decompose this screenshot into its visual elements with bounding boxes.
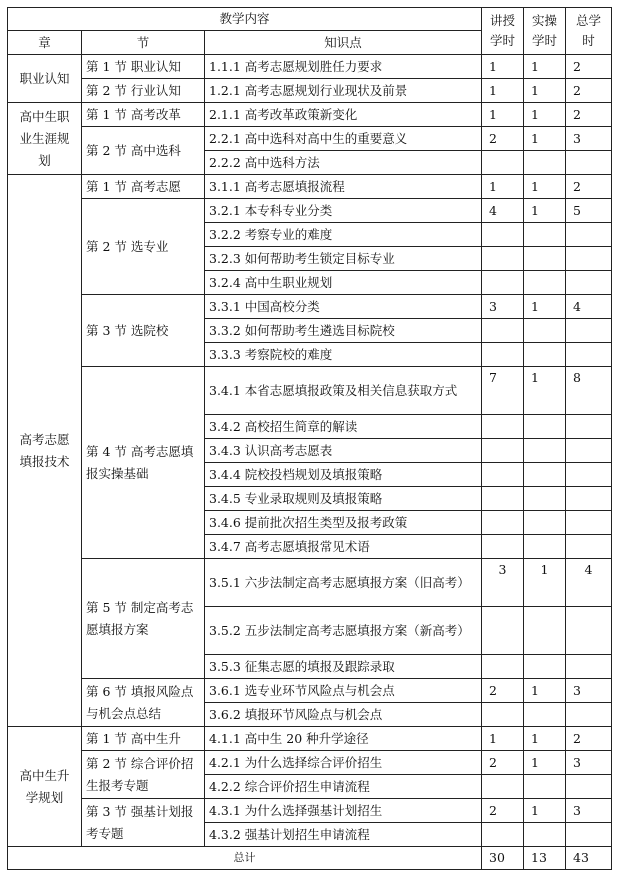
section-cell: 第 2 节 选专业 bbox=[82, 199, 205, 295]
table-row bbox=[8, 799, 612, 823]
chapter-cell: 高中生职业生涯规划 bbox=[8, 103, 82, 175]
knowledge-point: 2.2.1 高中选科对高中生的重要意义 bbox=[205, 127, 482, 151]
knowledge-point: 1.2.1 高考志愿规划行业现状及前景 bbox=[205, 79, 482, 103]
lecture-hours: 3 bbox=[482, 559, 524, 607]
section-cell: 第 5 节 制定高考志愿填报方案 bbox=[82, 559, 205, 679]
lecture-hours bbox=[482, 511, 524, 535]
lecture-hours: 3 bbox=[482, 295, 524, 319]
table-row bbox=[8, 79, 612, 103]
section-cell: 第 2 节 高中选科 bbox=[82, 127, 205, 175]
header-knowledge: 知识点 bbox=[205, 31, 482, 55]
knowledge-point: 3.3.2 如何帮助考生遴选目标院校 bbox=[205, 319, 482, 343]
practice-hours bbox=[524, 463, 566, 487]
chapter-cell: 高中生升学规划 bbox=[8, 727, 82, 847]
chapter-cell: 职业认知 bbox=[8, 55, 82, 103]
knowledge-point: 4.2.1 为什么选择综合评价招生 bbox=[205, 751, 482, 775]
lecture-hours bbox=[482, 247, 524, 271]
practice-hours: 1 bbox=[524, 127, 566, 151]
lecture-hours bbox=[482, 439, 524, 463]
knowledge-point: 4.3.1 为什么选择强基计划招生 bbox=[205, 799, 482, 823]
total-lecture-hours: 30 bbox=[482, 847, 524, 870]
lecture-hours bbox=[482, 703, 524, 727]
lecture-hours bbox=[482, 343, 524, 367]
knowledge-point: 3.5.3 征集志愿的填报及跟踪录取 bbox=[205, 655, 482, 679]
lecture-hours bbox=[482, 223, 524, 247]
knowledge-point: 3.6.2 填报环节风险点与机会点 bbox=[205, 703, 482, 727]
practice-hours: 1 bbox=[524, 199, 566, 223]
lecture-hours: 2 bbox=[482, 799, 524, 823]
chapter-cell: 高考志愿填报技术 bbox=[8, 175, 82, 727]
knowledge-point: 4.2.2 综合评价招生申请流程 bbox=[205, 775, 482, 799]
practice-hours bbox=[524, 511, 566, 535]
knowledge-point: 3.1.1 高考志愿填报流程 bbox=[205, 175, 482, 199]
lecture-hours bbox=[482, 775, 524, 799]
practice-hours bbox=[524, 607, 566, 655]
total-hours bbox=[566, 415, 612, 439]
practice-hours bbox=[524, 775, 566, 799]
practice-hours bbox=[524, 223, 566, 247]
lecture-hours: 1 bbox=[482, 79, 524, 103]
total-hours bbox=[566, 247, 612, 271]
knowledge-point: 3.4.3 认识高考志愿表 bbox=[205, 439, 482, 463]
total-hours bbox=[566, 823, 612, 847]
total-hours: 3 bbox=[566, 799, 612, 823]
lecture-hours bbox=[482, 463, 524, 487]
total-hours: 4 bbox=[566, 559, 612, 607]
lecture-hours bbox=[482, 415, 524, 439]
total-hours: 2 bbox=[566, 79, 612, 103]
lecture-hours: 1 bbox=[482, 103, 524, 127]
total-hours bbox=[566, 463, 612, 487]
total-hours bbox=[566, 607, 612, 655]
practice-hours: 1 bbox=[524, 799, 566, 823]
practice-hours bbox=[524, 703, 566, 727]
table-row bbox=[8, 559, 612, 607]
practice-hours: 1 bbox=[524, 175, 566, 199]
header-total-hours: 总学时 bbox=[566, 8, 612, 55]
practice-hours: 1 bbox=[524, 559, 566, 607]
knowledge-point: 3.3.3 考察院校的难度 bbox=[205, 343, 482, 367]
knowledge-point: 3.4.4 院校投档规划及填报策略 bbox=[205, 463, 482, 487]
total-total-hours: 43 bbox=[566, 847, 612, 870]
lecture-hours: 4 bbox=[482, 199, 524, 223]
practice-hours: 1 bbox=[524, 295, 566, 319]
header-lecture-hours: 讲授学时 bbox=[482, 8, 524, 55]
knowledge-point: 3.2.4 高中生职业规划 bbox=[205, 271, 482, 295]
total-hours: 2 bbox=[566, 103, 612, 127]
total-hours: 2 bbox=[566, 55, 612, 79]
lecture-hours: 2 bbox=[482, 127, 524, 151]
table-row bbox=[8, 367, 612, 415]
knowledge-point: 2.2.2 高中选科方法 bbox=[205, 151, 482, 175]
practice-hours bbox=[524, 271, 566, 295]
total-hours bbox=[566, 655, 612, 679]
total-hours bbox=[566, 319, 612, 343]
knowledge-point: 4.1.1 高中生 20 种升学途径 bbox=[205, 727, 482, 751]
lecture-hours bbox=[482, 823, 524, 847]
lecture-hours: 7 bbox=[482, 367, 524, 415]
total-hours: 3 bbox=[566, 751, 612, 775]
table-row bbox=[8, 103, 612, 127]
lecture-hours: 1 bbox=[482, 55, 524, 79]
practice-hours bbox=[524, 319, 566, 343]
total-row bbox=[8, 847, 612, 870]
section-cell: 第 1 节 职业认知 bbox=[82, 55, 205, 79]
knowledge-point: 4.3.2 强基计划招生申请流程 bbox=[205, 823, 482, 847]
practice-hours: 1 bbox=[524, 367, 566, 415]
practice-hours bbox=[524, 535, 566, 559]
curriculum-table bbox=[7, 7, 612, 870]
practice-hours: 1 bbox=[524, 55, 566, 79]
knowledge-point: 3.5.2 五步法制定高考志愿填报方案（新高考） bbox=[205, 607, 482, 655]
section-cell: 第 3 节 强基计划报考专题 bbox=[82, 799, 205, 847]
practice-hours: 1 bbox=[524, 79, 566, 103]
table-row bbox=[8, 55, 612, 79]
section-cell: 第 2 节 行业认知 bbox=[82, 79, 205, 103]
total-label: 总计 bbox=[8, 847, 482, 870]
total-hours bbox=[566, 487, 612, 511]
section-cell: 第 6 节 填报风险点与机会点总结 bbox=[82, 679, 205, 727]
total-hours: 3 bbox=[566, 127, 612, 151]
lecture-hours: 1 bbox=[482, 727, 524, 751]
knowledge-point: 3.6.1 选专业环节风险点与机会点 bbox=[205, 679, 482, 703]
practice-hours: 1 bbox=[524, 679, 566, 703]
lecture-hours bbox=[482, 319, 524, 343]
total-hours: 2 bbox=[566, 727, 612, 751]
total-hours bbox=[566, 151, 612, 175]
lecture-hours: 1 bbox=[482, 175, 524, 199]
lecture-hours bbox=[482, 655, 524, 679]
total-hours bbox=[566, 703, 612, 727]
practice-hours bbox=[524, 247, 566, 271]
total-hours: 2 bbox=[566, 175, 612, 199]
lecture-hours bbox=[482, 535, 524, 559]
header-practice-hours: 实操学时 bbox=[524, 8, 566, 55]
lecture-hours bbox=[482, 271, 524, 295]
total-hours: 5 bbox=[566, 199, 612, 223]
total-hours bbox=[566, 511, 612, 535]
practice-hours: 1 bbox=[524, 103, 566, 127]
knowledge-point: 3.2.2 考察专业的难度 bbox=[205, 223, 482, 247]
lecture-hours bbox=[482, 487, 524, 511]
knowledge-point: 2.1.1 高考改革政策新变化 bbox=[205, 103, 482, 127]
table-row bbox=[8, 199, 612, 223]
practice-hours bbox=[524, 655, 566, 679]
practice-hours bbox=[524, 343, 566, 367]
header-section: 节 bbox=[82, 31, 205, 55]
table-row bbox=[8, 175, 612, 199]
practice-hours bbox=[524, 823, 566, 847]
practice-hours: 1 bbox=[524, 727, 566, 751]
practice-hours bbox=[524, 439, 566, 463]
practice-hours bbox=[524, 415, 566, 439]
total-hours bbox=[566, 271, 612, 295]
lecture-hours bbox=[482, 607, 524, 655]
lecture-hours: 2 bbox=[482, 679, 524, 703]
practice-hours bbox=[524, 151, 566, 175]
knowledge-point: 3.4.1 本省志愿填报政策及相关信息获取方式 bbox=[205, 367, 482, 415]
total-hours: 3 bbox=[566, 679, 612, 703]
table-row bbox=[8, 751, 612, 775]
knowledge-point: 3.5.1 六步法制定高考志愿填报方案（旧高考） bbox=[205, 559, 482, 607]
section-cell: 第 2 节 综合评价招生报考专题 bbox=[82, 751, 205, 799]
knowledge-point: 3.4.2 高校招生简章的解读 bbox=[205, 415, 482, 439]
header-chapter: 章 bbox=[8, 31, 82, 55]
section-cell: 第 3 节 选院校 bbox=[82, 295, 205, 367]
total-hours bbox=[566, 775, 612, 799]
lecture-hours bbox=[482, 151, 524, 175]
lecture-hours: 2 bbox=[482, 751, 524, 775]
section-cell: 第 1 节 高中生升 bbox=[82, 727, 205, 751]
section-cell: 第 4 节 高考志愿填报实操基础 bbox=[82, 367, 205, 559]
knowledge-point: 3.4.6 提前批次招生类型及报考政策 bbox=[205, 511, 482, 535]
table-row bbox=[8, 679, 612, 703]
total-hours bbox=[566, 223, 612, 247]
knowledge-point: 3.2.1 本专科专业分类 bbox=[205, 199, 482, 223]
total-hours bbox=[566, 439, 612, 463]
total-hours bbox=[566, 343, 612, 367]
knowledge-point: 3.4.7 高考志愿填报常见术语 bbox=[205, 535, 482, 559]
total-practice-hours: 13 bbox=[524, 847, 566, 870]
knowledge-point: 3.3.1 中国高校分类 bbox=[205, 295, 482, 319]
knowledge-point: 3.4.5 专业录取规则及填报策略 bbox=[205, 487, 482, 511]
practice-hours bbox=[524, 487, 566, 511]
total-hours: 8 bbox=[566, 367, 612, 415]
table-row bbox=[8, 295, 612, 319]
practice-hours: 1 bbox=[524, 751, 566, 775]
table-row bbox=[8, 127, 612, 151]
section-cell: 第 1 节 高考志愿 bbox=[82, 175, 205, 199]
header-content: 教学内容 bbox=[8, 8, 482, 31]
knowledge-point: 1.1.1 高考志愿规划胜任力要求 bbox=[205, 55, 482, 79]
knowledge-point: 3.2.3 如何帮助考生锁定目标专业 bbox=[205, 247, 482, 271]
total-hours: 4 bbox=[566, 295, 612, 319]
section-cell: 第 1 节 高考改革 bbox=[82, 103, 205, 127]
total-hours bbox=[566, 535, 612, 559]
table-row bbox=[8, 727, 612, 751]
